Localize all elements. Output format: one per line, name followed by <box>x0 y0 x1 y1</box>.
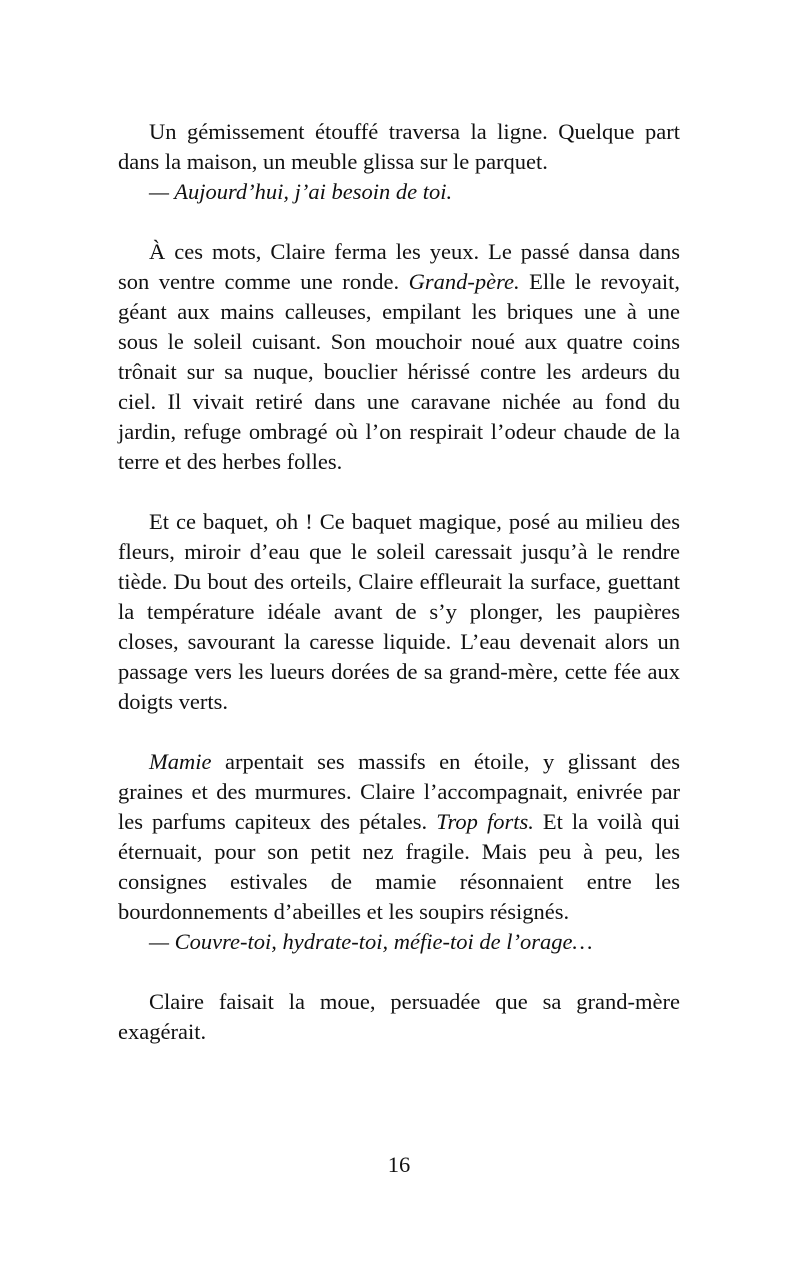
text-run: Elle le revoyait, géant aux mains calleuses, empilant les briques une à une sous le soleil cuisant. Son mouchoir noué aux quatre coins trônait sur sa nuque, bouclier hérissé contre les ardeurs du ciel. Il vivait retiré dans une caravane nichée au fond du jardin, refuge ombragé où l’on respirait l’odeur chaude de la terre et des herbes folles. <box>118 269 680 474</box>
text-run: Claire faisait la moue, persuadée que sa grand-mère exagérait. <box>118 989 680 1044</box>
italic-run: Trop forts. <box>436 809 534 834</box>
italic-run: Mamie <box>149 749 212 774</box>
dialogue-text: — Aujourd’hui, j’ai besoin de toi. <box>149 179 453 204</box>
paragraph-5 <box>118 987 680 1047</box>
text-run: Et la voilà qui éternuait, pour son petit nez fragile. Mais peu à peu, les consignes estivales de mamie résonnaient entre les bourdonnements d’abeilles et les soupirs résignés. <box>118 809 680 924</box>
paragraph-4 <box>118 747 680 927</box>
dialogue-line-1 <box>118 177 680 207</box>
paragraph-3 <box>118 507 680 717</box>
text-run: Un gémissement étouffé traversa la ligne. Quelque part dans la maison, un meuble glissa sur le parquet. <box>118 119 680 174</box>
dialogue-line-2 <box>118 927 680 957</box>
text-run: À ces mots, Claire ferma les yeux. Le passé dansa dans son ventre comme une ronde. <box>118 239 680 294</box>
dialogue-text: — Couvre-toi, hydrate-toi, méfie-toi de l’orage… <box>149 929 593 954</box>
paragraph-1 <box>118 117 680 177</box>
text-run: arpentait ses massifs en étoile, y glissant des graines et des murmures. Claire l’accompagnait, enivrée par les parfums capiteux des pétales. <box>118 749 680 834</box>
text-run: Et ce baquet, oh ! Ce baquet magique, posé au milieu des fleurs, miroir d’eau que le soleil caressait jusqu’à le rendre tiède. Du bout des orteils, Claire effleurait la surface, guettant la température idéale avant de s’y plonger, les paupières closes, savourant la caresse liquide. L’eau devenait alors un passage vers les lueurs dorées de sa grand-mère, cette fée aux doigts verts. <box>118 509 680 714</box>
page-number: 16 <box>387 1152 411 1177</box>
paragraph-2 <box>118 237 680 477</box>
body-text <box>118 117 680 1047</box>
italic-run: Grand-père. <box>408 269 520 294</box>
